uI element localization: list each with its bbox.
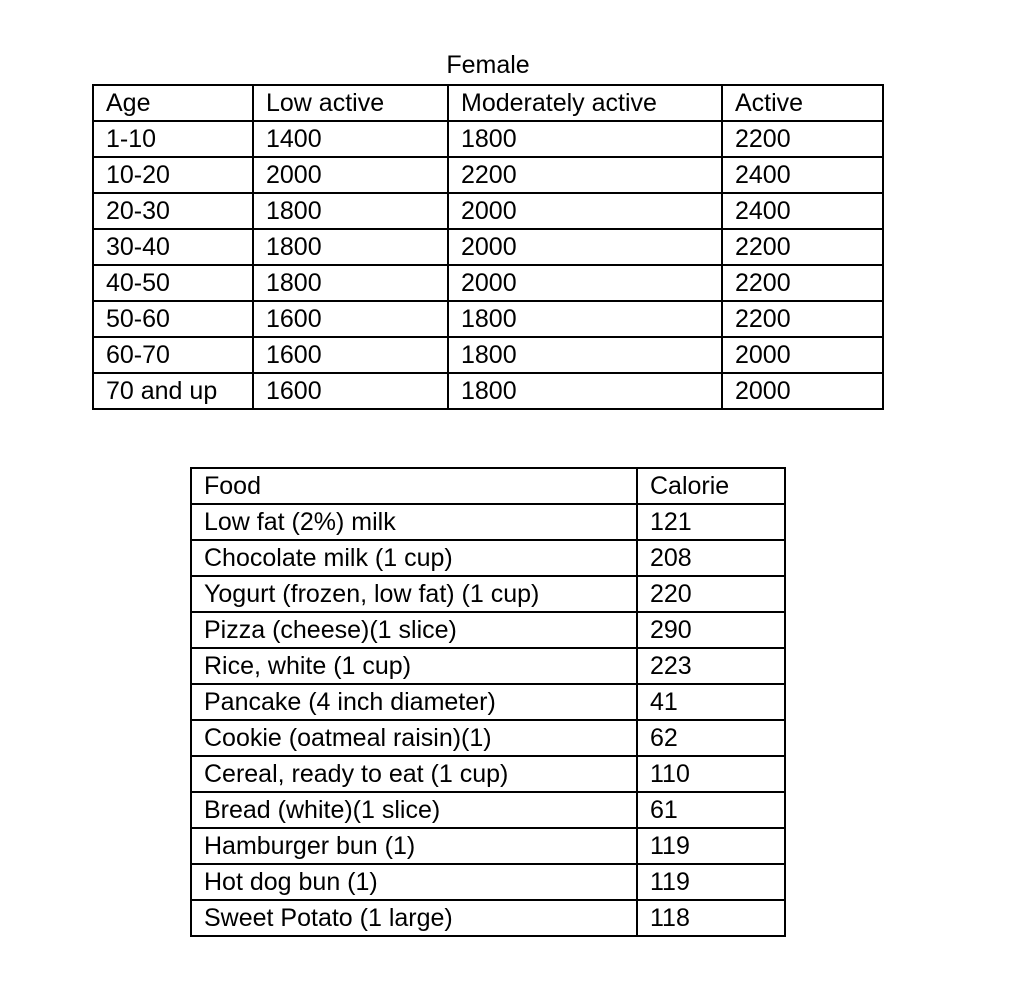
food-table-row: [191, 756, 785, 792]
table-cell: 1600: [253, 373, 448, 409]
food-table-row: [191, 576, 785, 612]
table-cell: Pizza (cheese)(1 slice): [191, 612, 637, 648]
table-cell: 2200: [722, 229, 883, 265]
table-cell: Chocolate milk (1 cup): [191, 540, 637, 576]
food-table-row: [191, 792, 785, 828]
column-header: Food: [191, 468, 637, 504]
table-cell: 118: [637, 900, 785, 936]
table-cell: 119: [637, 828, 785, 864]
table-cell: 2200: [722, 121, 883, 157]
food-table-row: [191, 612, 785, 648]
table-cell: 60-70: [93, 337, 253, 373]
food-table-row: [191, 900, 785, 936]
table-cell: 2400: [722, 157, 883, 193]
column-header: Age: [93, 85, 253, 121]
female-table-row: [93, 337, 883, 373]
table-cell: 30-40: [93, 229, 253, 265]
table-cell: 119: [637, 864, 785, 900]
table-cell: 70 and up: [93, 373, 253, 409]
female-table-row: [93, 157, 883, 193]
table-cell: 290: [637, 612, 785, 648]
table-cell: Yogurt (frozen, low fat) (1 cup): [191, 576, 637, 612]
table-cell: 223: [637, 648, 785, 684]
table-cell: Cookie (oatmeal raisin)(1): [191, 720, 637, 756]
female-table-row: [93, 373, 883, 409]
table-cell: Pancake (4 inch diameter): [191, 684, 637, 720]
female-table-row: [93, 301, 883, 337]
table-cell: 121: [637, 504, 785, 540]
table-cell: 2000: [722, 373, 883, 409]
table-cell: 1400: [253, 121, 448, 157]
table-cell: 1800: [253, 265, 448, 301]
food-table-row: [191, 540, 785, 576]
table-cell: 2400: [722, 193, 883, 229]
female-table-row: [93, 229, 883, 265]
table-cell: 50-60: [93, 301, 253, 337]
food-table-row: [191, 648, 785, 684]
female-table-row: [93, 265, 883, 301]
table-cell: 40-50: [93, 265, 253, 301]
table-cell: 62: [637, 720, 785, 756]
column-header: Low active: [253, 85, 448, 121]
table-cell: 1800: [448, 373, 722, 409]
column-header: Calorie: [637, 468, 785, 504]
table-cell: 1-10: [93, 121, 253, 157]
female-table-title: Female: [446, 51, 530, 79]
table-cell: Hamburger bun (1): [191, 828, 637, 864]
table-cell: Sweet Potato (1 large): [191, 900, 637, 936]
table-cell: 61: [637, 792, 785, 828]
table-cell: 2200: [722, 265, 883, 301]
table-cell: 2000: [253, 157, 448, 193]
table-cell: 1800: [448, 121, 722, 157]
table-cell: 208: [637, 540, 785, 576]
table-cell: 2000: [448, 265, 722, 301]
table-cell: 1800: [253, 193, 448, 229]
food-table-row: [191, 864, 785, 900]
table-cell: 1600: [253, 301, 448, 337]
table-cell: 1800: [448, 301, 722, 337]
food-calorie-table: [190, 467, 786, 937]
female-table-header-row: [93, 85, 883, 121]
table-cell: 1800: [448, 337, 722, 373]
table-cell: Hot dog bun (1): [191, 864, 637, 900]
food-table-body: [191, 468, 785, 936]
table-cell: 2200: [448, 157, 722, 193]
female-table-row: [93, 121, 883, 157]
female-table-row: [93, 193, 883, 229]
female-calorie-needs-table: [92, 84, 884, 410]
food-table-row: [191, 720, 785, 756]
table-cell: 2000: [722, 337, 883, 373]
table-cell: Cereal, ready to eat (1 cup): [191, 756, 637, 792]
food-table-row: [191, 504, 785, 540]
table-cell: Low fat (2%) milk: [191, 504, 637, 540]
table-cell: 10-20: [93, 157, 253, 193]
table-cell: Bread (white)(1 slice): [191, 792, 637, 828]
table-cell: 1800: [253, 229, 448, 265]
table-cell: 2000: [448, 229, 722, 265]
column-header: Active: [722, 85, 883, 121]
table-cell: 1600: [253, 337, 448, 373]
table-cell: 20-30: [93, 193, 253, 229]
table-cell: 41: [637, 684, 785, 720]
table-cell: Rice, white (1 cup): [191, 648, 637, 684]
table-cell: 2200: [722, 301, 883, 337]
food-table-row: [191, 684, 785, 720]
food-table-header-row: [191, 468, 785, 504]
female-table-body: [93, 85, 883, 409]
table-cell: 2000: [448, 193, 722, 229]
table-cell: 110: [637, 756, 785, 792]
column-header: Moderately active: [448, 85, 722, 121]
table-cell: 220: [637, 576, 785, 612]
food-table-row: [191, 828, 785, 864]
